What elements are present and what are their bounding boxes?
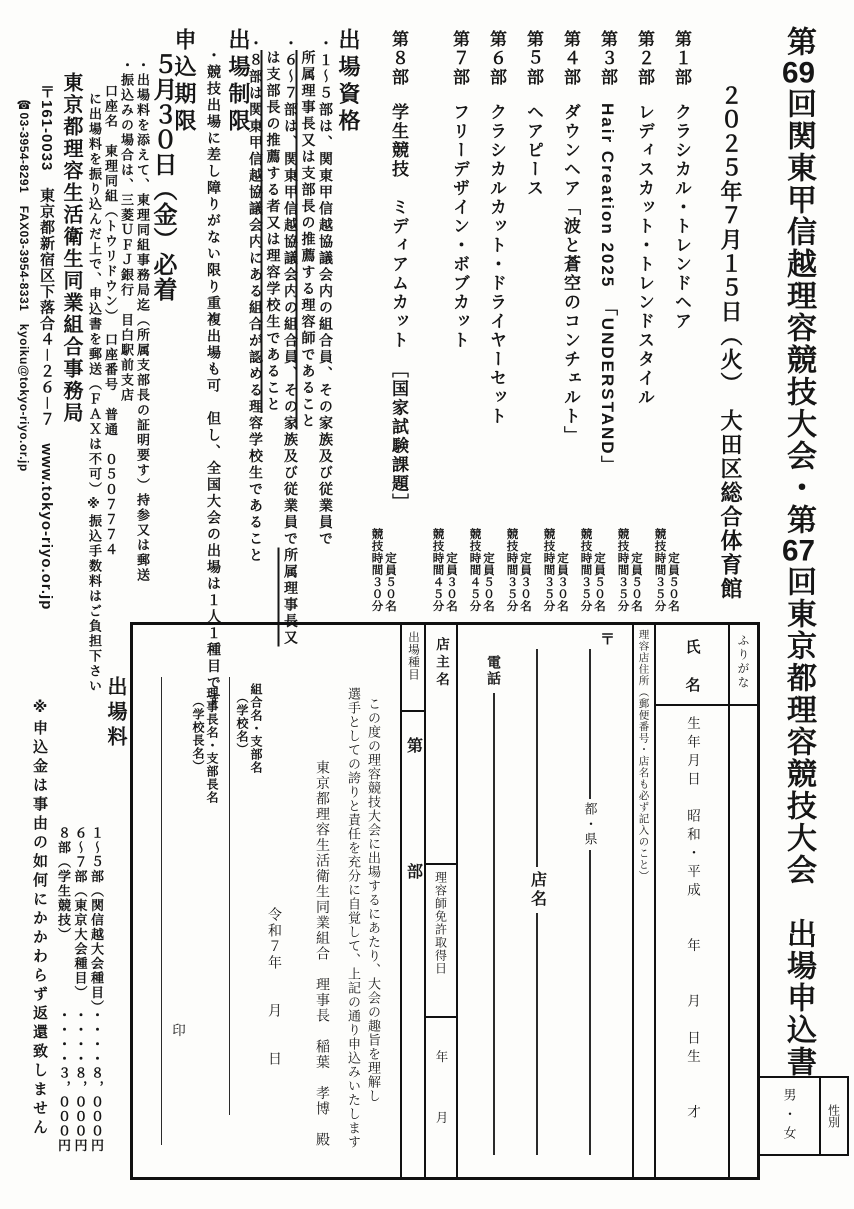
- section-name: 学生競技 ミディアムカット ［国家試験課題］: [389, 103, 408, 513]
- event-category-first: 第: [404, 737, 422, 753]
- deadline-date: ５月３０日（金）必着: [149, 52, 176, 302]
- section-item-4: [542, 30, 583, 612]
- event-category-second: 部: [404, 863, 422, 879]
- gender-box: [757, 1076, 849, 1156]
- fee-line: ６～７部（東京大会種目） ・・・・８，０００円: [72, 826, 88, 1153]
- gender-label: 性別: [826, 1104, 841, 1128]
- section-item-8: [370, 30, 411, 612]
- time-label: 競技時間３５分: [579, 528, 592, 612]
- deadline-line: ・出場料を添えて、東理同組事務局迄（所属支部長の証明要す）持参又は郵送: [135, 58, 150, 583]
- shop-address-label: 理容店住所（郵便番号・店名も必ず記入のこと）: [637, 629, 650, 882]
- postal-mark: 〒: [598, 631, 615, 646]
- section-item-1: [653, 30, 694, 612]
- capacity-label: 定員３０名: [519, 552, 531, 612]
- deadline-line: に出場料を振り込んだ上で、申込書を郵送（ＦＡＸは不可）※振込手数料はご負担下さい: [87, 92, 102, 694]
- eligibility-line: は支部長の推薦する者又は理容学校生であること: [265, 50, 282, 413]
- event-category-label: 出場種目: [407, 631, 419, 681]
- section-name: フリーデザイン・ボブカット: [450, 103, 469, 350]
- capacity-label: 定員５０名: [667, 552, 679, 612]
- deadline-heading: 申込期限: [172, 28, 197, 136]
- chairman-name-label: 理事長名・支部長名 （学校長名）: [191, 687, 219, 804]
- name-label: 氏 名: [683, 639, 701, 696]
- license-date-label: 理容師免許取得日: [433, 871, 448, 975]
- section-label: 第５部: [524, 30, 543, 87]
- form-date-line: 令和７年 月 日: [267, 907, 283, 1067]
- fee-line: ８部（学生競技） ・・・・３，０００円: [56, 826, 71, 1153]
- section-item-5: [505, 30, 546, 612]
- birthdate-label: 生年月日 昭和・平成 年 月 日生 才: [685, 716, 700, 1123]
- section-name: レディスカット・トレンドスタイル: [635, 103, 654, 407]
- section-label: 第７部: [450, 30, 469, 87]
- license-month-label: 月: [434, 1110, 448, 1123]
- capacity-label: 定員５０名: [482, 552, 494, 612]
- page-title: 第69回関東甲信越理容競技大会・第67回東京都理容競技大会 出場申込書: [782, 26, 815, 1078]
- organizer-contact: ☎03-3954-8291 FAX03-3954-8331 kyoiku@tokyo-riyo.or.jp: [17, 98, 31, 472]
- section-name: ヘアピース: [524, 103, 543, 198]
- fees-list: [55, 826, 105, 1153]
- section-label: 第８部: [389, 30, 408, 87]
- eligibility-heading: 出場資格: [336, 28, 361, 136]
- chairman-name-write-line: [161, 677, 163, 1145]
- organizer-address: 〒161-0033 東京都新宿区下落合４－２６－７ www.tokyo-riyo.or.jp: [38, 84, 55, 611]
- deadline-text: [86, 58, 150, 694]
- capacity-label: 定員５０名: [630, 552, 642, 612]
- time-label: 競技時間３５分: [542, 528, 555, 612]
- union-name-write-line: [229, 677, 231, 1115]
- fees-heading: 出場料: [104, 676, 126, 751]
- section-label: 第６部: [487, 30, 506, 87]
- restriction-line: ・競技出場に差し障りがない限り重複出場も可 但し、全国大会の出場は１人１種目です: [206, 48, 222, 708]
- section-item-6: [468, 30, 509, 612]
- capacity-label: 定員３０名: [445, 552, 457, 612]
- section-list: [370, 30, 694, 612]
- eligibility-line: ・１～５部は、関東甲信越協議会内の組合員、その家族及び従業員で: [318, 36, 334, 548]
- eligibility-line: 所属理事長又は支部長の推薦する理容師であること: [300, 50, 317, 430]
- furigana-label: ふりがな: [736, 634, 750, 690]
- license-year-label: 年: [434, 1050, 448, 1063]
- prefecture-label: 都・県: [582, 802, 598, 847]
- capacity-label: 定員５０名: [593, 552, 605, 612]
- pledge-text-line2: 選手としての誇りと責任を充分に自覚して、上記の通り申込みいたします: [346, 687, 361, 1149]
- restriction-heading: 出場制限: [226, 28, 251, 136]
- section-item-3: [579, 30, 620, 612]
- seal-mark: 印: [170, 1023, 185, 1037]
- time-label: 競技時間３５分: [653, 528, 666, 612]
- section-label: 第３部: [598, 30, 617, 87]
- time-label: 競技時間４５分: [468, 528, 481, 612]
- section-name: Hair Creation 2025 「UNDERSTAND」: [598, 103, 617, 475]
- time-label: 競技時間３０分: [370, 528, 383, 612]
- section-label: 第４部: [561, 30, 580, 87]
- pledge-text-line1: この度の理容競技大会に出場するにあたり、大会の趣旨を理解し: [366, 697, 381, 1103]
- application-form-table: [130, 622, 760, 1180]
- deadline-line: 口座名 東理同組（トウリドウン） 口座番号 普通 ０５０７７７４: [103, 84, 118, 558]
- phone-label: 電話: [486, 655, 502, 687]
- prefecture-write-line: [581, 649, 599, 1155]
- eligibility-line: ・６～７部は、関東甲信越協議会内の組合員、その家族及び従業員で所属理事長又: [283, 36, 299, 647]
- organizer-name: 東京都理容生活衛生同業組合事務局: [60, 72, 82, 424]
- union-name-label: 組合名・支部名 （学校名）: [235, 683, 263, 774]
- eligibility-line: ・８部は関東甲信越協議会内にある組合が認める理容学校生であること: [248, 36, 264, 564]
- refund-note: ※申込金は事由の如何にかかわらず返還致しません: [31, 698, 48, 1138]
- time-label: 競技時間４５分: [431, 528, 444, 612]
- eligibility-text: [247, 36, 335, 647]
- shop-name-label: 店名: [528, 871, 546, 909]
- phone-write-line: [485, 655, 503, 1155]
- capacity-label: 定員５０名: [384, 552, 396, 612]
- fee-line: １～５部（関信越大会種目）・・・・８，０００円: [89, 826, 104, 1153]
- gender-options: 男・女: [781, 1087, 797, 1145]
- shop-name-write-line: [528, 649, 546, 1155]
- section-item-2: [616, 30, 657, 612]
- section-label: 第１部: [672, 30, 691, 87]
- table-border: [456, 625, 458, 1177]
- time-label: 競技時間３５分: [616, 528, 629, 612]
- deadline-line: ・振込みの場合は、三菱ＵＦＪ銀行 目白駅前支店: [119, 58, 134, 403]
- event-date-venue: ２０２５年７月１５日（火） 大田区総合体育館: [718, 84, 743, 601]
- addressee-line: 東京都理容生活衛生同業組合 理事長 稲葉 孝博 殿: [315, 760, 331, 1148]
- section-name: ダウンヘア「波と蒼空のコンチェルト」: [561, 103, 580, 445]
- owner-name-label: 店主名: [434, 637, 449, 690]
- section-label: 第２部: [635, 30, 654, 87]
- capacity-label: 定員３０名: [556, 552, 568, 612]
- section-name: クラシカル・トレンドヘア: [672, 103, 691, 331]
- section-item-7: [431, 30, 472, 612]
- time-label: 競技時間３５分: [505, 528, 518, 612]
- section-name: クラシカルカット・ドライヤーセット: [487, 103, 506, 426]
